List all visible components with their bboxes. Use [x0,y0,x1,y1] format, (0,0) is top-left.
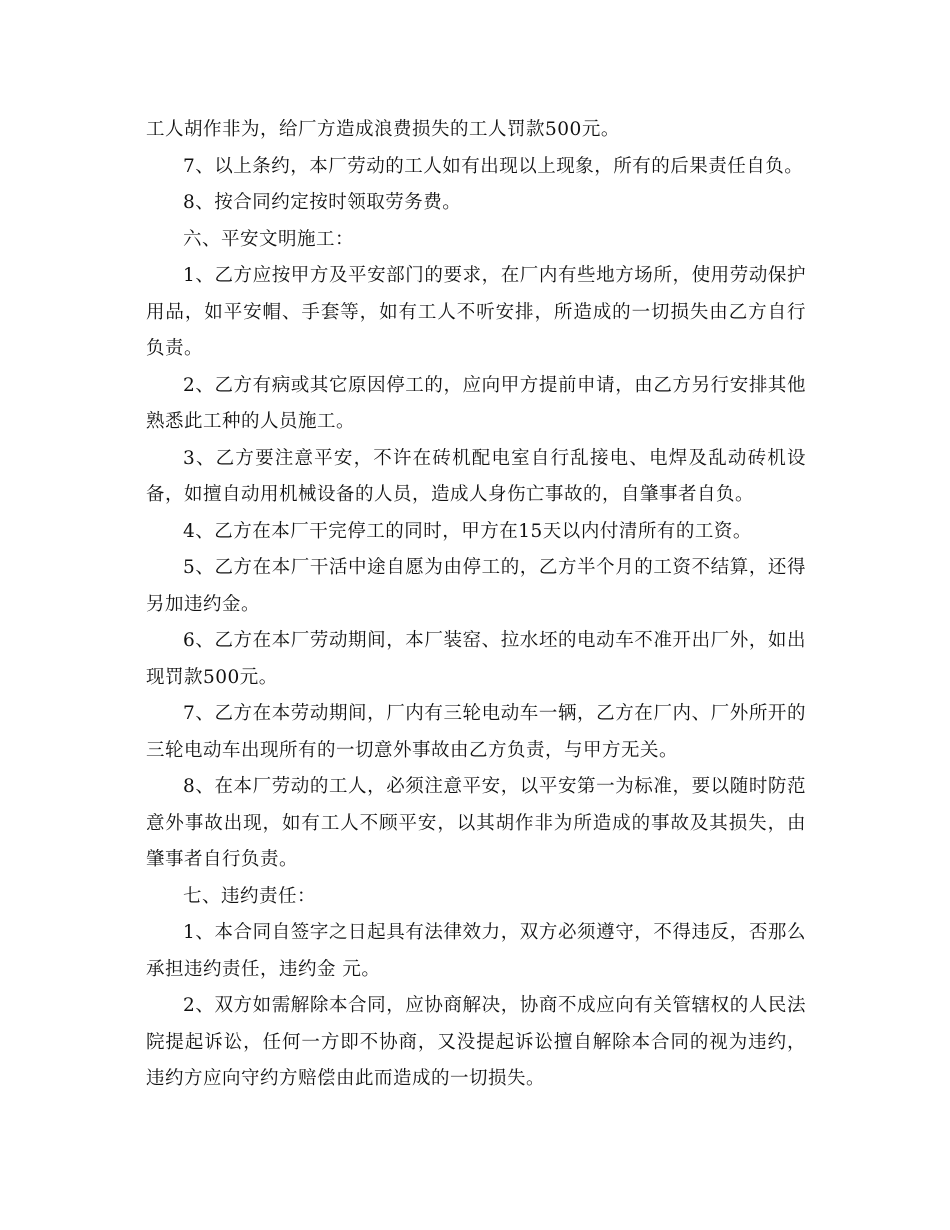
document-page [146,112,806,1098]
clause-6-4: 4、乙方在本厂干完停工的同时，甲方在15天以内付清所有的工资。 [183,520,752,542]
clause-6-8: 8、在本厂劳动的工人，必须注意平安，以平安第一为标准，要以随时防范意外事故出现，如有工人不顾平安，以其胡作非为所造成的事故及其损失，由肇事者自行负责。 [146,776,806,870]
clause-5-7: 7、以上条约，本厂劳动的工人如有出现以上现象，所有的后果责任自负。 [183,155,804,177]
clause-6-5: 5、乙方在本厂干活中途自愿为由停工的，乙方半个月的工资不结算，还得另加违约金。 [146,557,806,615]
section-heading-7: 七、违约责任： [183,885,317,907]
section-heading-6: 六、平安文明施工： [183,228,355,250]
clause-6-3: 3、乙方要注意平安，不许在砖机配电室自行乱接电、电焊及乱动砖机设备，如擅自动用机械设备的人员，造成人身伤亡事故的，自肇事者自负。 [146,447,806,505]
clause-6-6: 6、乙方在本厂劳动期间，本厂装窑、拉水坯的电动车不准开出厂外，如出现罚款500元。 [146,630,806,688]
paragraph-continuation: 工人胡作非为，给厂方造成浪费损失的工人罚款500元。 [146,119,620,140]
clause-5-8: 8、按合同约定按时领取劳务费。 [183,192,462,213]
clause-7-1: 1、本合同自签字之日起具有法律效力，双方必须遵守，不得违反，否那么承担违约责任，违约金 元。 [146,922,806,980]
clause-7-2: 2、双方如需解除本合同，应协商解决，协商不成应向有关管辖权的人民法院提起诉讼，任何一方即不协商，又没提起诉讼擅自解除本合同的视为违约，违约方应向守约方赔偿由此而造成的一切损失。 [146,995,806,1089]
clause-6-2: 2、乙方有病或其它原因停工的，应向甲方提前申请，由乙方另行安排其他熟悉此工种的人员施工。 [146,374,806,432]
clause-6-1: 1、乙方应按甲方及平安部门的要求，在厂内有些地方场所，使用劳动保护用品，如平安帽、手套等，如有工人不听安排，所造成的一切损失由乙方自行负责。 [146,265,806,359]
clause-6-7: 7、乙方在本劳动期间，厂内有三轮电动车一辆，乙方在厂内、厂外所开的三轮电动车出现所有的一切意外事故由乙方负责，与甲方无关。 [146,703,806,761]
